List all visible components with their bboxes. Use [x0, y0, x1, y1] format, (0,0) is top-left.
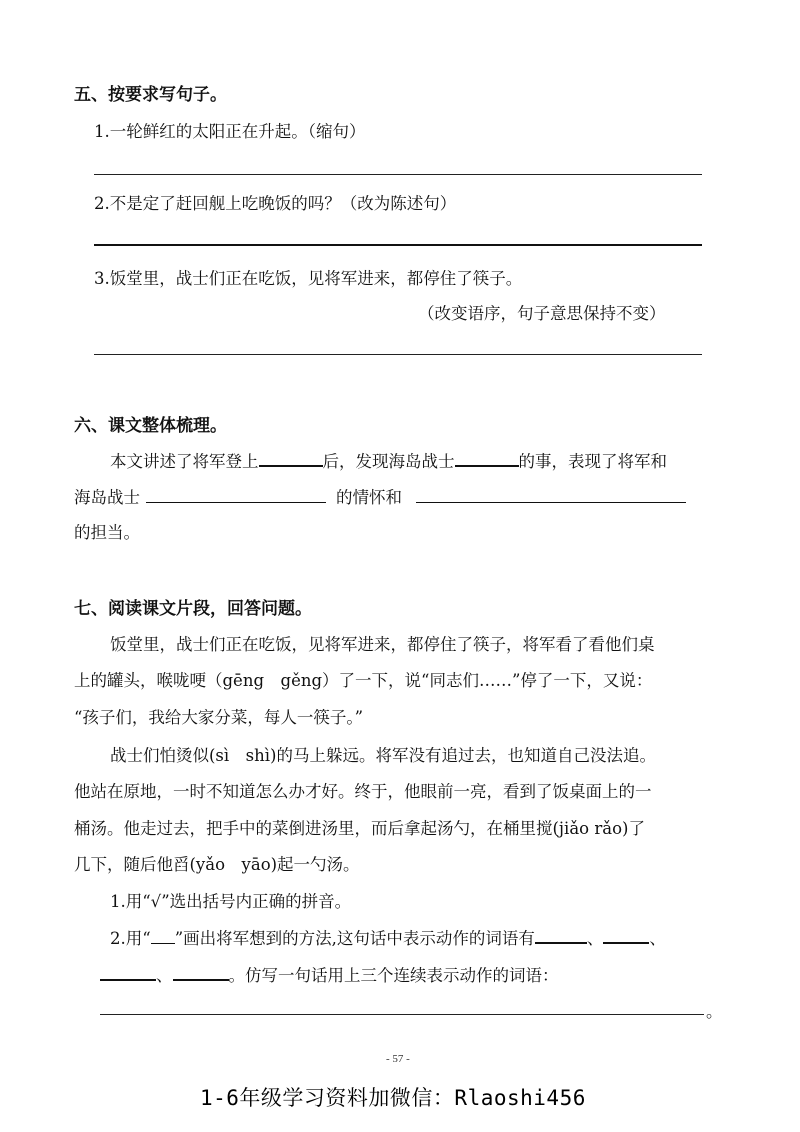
answer-line-5-3 [94, 354, 702, 355]
summary-text-4: 海岛战士 [74, 488, 140, 507]
section-6-line-1 [110, 448, 667, 472]
summary-text-2: 后，发现海岛战士 [322, 452, 455, 471]
section-6-line-2 [74, 484, 686, 508]
separator-1: 、 [586, 929, 604, 948]
question-7-2-text-b: ”画出将军想到的方法,这句话中表示动作的词语有 [174, 929, 535, 948]
separator-2: 、 [649, 929, 666, 948]
question-5-2: 2.不是定了赶回舰上吃晚饭的吗？（改为陈述句） [94, 194, 457, 213]
question-7-2-text-c: 。仿写一句话用上三个连续表示动作的词语： [228, 966, 559, 985]
separator-3: 、 [156, 966, 173, 985]
answer-line-7-2 [100, 1014, 704, 1015]
answer-line-5-2 [94, 244, 702, 246]
question-5-3: 3.饭堂里，战士们正在吃饭，见将军进来，都停住了筷子。 [94, 269, 523, 288]
section-5-title: 五、按要求写句子。 [74, 85, 227, 105]
question-7-2-line-1 [110, 925, 666, 949]
answer-line-end-mark: 。 [706, 1002, 723, 1021]
summary-text-3: 的事，表现了将军和 [518, 452, 667, 471]
reading-para-1-line-3: “孩子们，我给大家分菜，每人一筷子。” [74, 708, 364, 727]
footer-contact: 1-6年级学习资料加微信：Rlaoshi456 [200, 1086, 586, 1110]
blank-action-2 [603, 927, 649, 944]
page-number: - 57 - [386, 1053, 410, 1065]
blank-action-4 [173, 964, 229, 981]
question-7-1: 1.用“√”选出括号内正确的拼音。 [110, 892, 352, 911]
reading-para-2-line-1: 战士们怕烫似(sì shì)的马上躲远。将军没有追过去，也知道自己没法追。 [110, 746, 656, 765]
section-6-title: 六、课文整体梳理。 [74, 416, 227, 436]
blank-action-3 [100, 964, 156, 981]
reading-para-2-line-2: 他站在原地，一时不知道怎么办才好。终于，他眼前一亮，看到了饭桌面上的一 [74, 782, 652, 801]
blank-2 [455, 450, 519, 467]
reading-para-2-line-4: 几下，随后他舀(yǎo yāo)起一勺汤。 [74, 855, 360, 874]
question-7-2-text-a: 2.用“ [110, 929, 151, 948]
blank-4 [416, 487, 686, 503]
question-5-3-note: （改变语序，句子意思保持不变） [418, 304, 666, 323]
blank-3 [146, 487, 326, 503]
summary-text-5: 的情怀和 [336, 488, 402, 507]
summary-text-6: 的担当。 [74, 523, 140, 542]
summary-text-1: 本文讲述了将军登上 [110, 452, 259, 471]
reading-para-2-line-3: 桶汤。他走过去，把手中的菜倒进汤里，而后拿起汤勺，在桶里搅(jiǎo rǎo)了 [74, 819, 645, 838]
underline-sample [151, 928, 175, 944]
blank-action-1 [535, 927, 587, 944]
question-5-1: 1.一轮鲜红的太阳正在升起。（缩句） [94, 122, 366, 141]
reading-para-1-line-1: 饭堂里，战士们正在吃饭，见将军进来，都停住了筷子，将军看了看他们桌 [110, 635, 655, 654]
question-7-2-line-2 [100, 962, 559, 986]
reading-para-1-line-2: 上的罐头，喉咙哽（gēng gěng）了一下，说“同志们……”停了一下，又说： [74, 671, 653, 690]
section-7-title: 七、阅读课文片段，回答问题。 [74, 599, 312, 619]
answer-line-5-1 [94, 174, 702, 175]
blank-1 [259, 450, 323, 467]
